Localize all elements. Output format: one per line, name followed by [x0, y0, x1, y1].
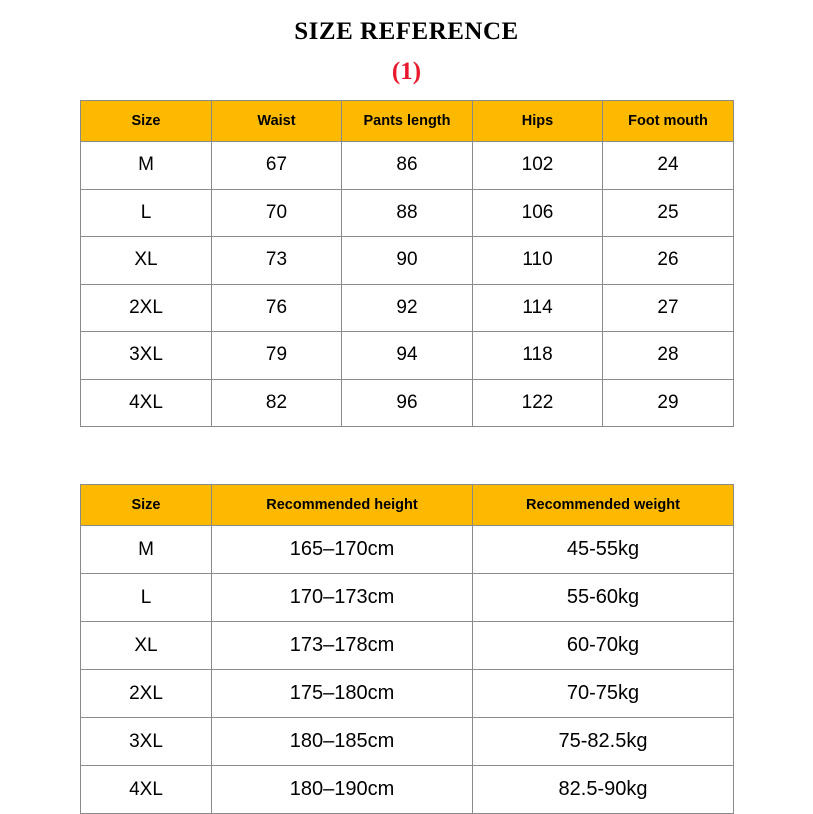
cell-size: XL [81, 622, 212, 670]
table-row [81, 284, 734, 332]
cell-hips: 102 [473, 142, 603, 190]
cell-pants-length: 96 [342, 379, 473, 427]
column-header-waist: Waist [212, 101, 342, 142]
height-weight-table [80, 484, 734, 814]
table-row [81, 379, 734, 427]
cell-waist: 73 [212, 237, 342, 285]
cell-foot-mouth: 25 [603, 189, 734, 237]
table-row [81, 237, 734, 285]
cell-recommended-height: 170–173cm [212, 574, 473, 622]
cell-recommended-weight: 75-82.5kg [473, 718, 734, 766]
cell-recommended-weight: 45-55kg [473, 526, 734, 574]
table-row [81, 332, 734, 380]
cell-pants-length: 90 [342, 237, 473, 285]
cell-size: 3XL [81, 332, 212, 380]
cell-size: 3XL [81, 718, 212, 766]
cell-recommended-weight: 82.5-90kg [473, 766, 734, 814]
cell-pants-length: 94 [342, 332, 473, 380]
column-header-size: Size [81, 485, 212, 526]
column-header-recommended-weight: Recommended weight [473, 485, 734, 526]
cell-recommended-weight: 70-75kg [473, 670, 734, 718]
cell-waist: 67 [212, 142, 342, 190]
cell-foot-mouth: 27 [603, 284, 734, 332]
cell-size: L [81, 189, 212, 237]
cell-recommended-height: 165–170cm [212, 526, 473, 574]
table-row [81, 142, 734, 190]
cell-recommended-height: 173–178cm [212, 622, 473, 670]
column-header-size: Size [81, 101, 212, 142]
table-header-row [81, 101, 734, 142]
cell-waist: 76 [212, 284, 342, 332]
column-header-pants-length: Pants length [342, 101, 473, 142]
cell-recommended-height: 180–190cm [212, 766, 473, 814]
cell-hips: 110 [473, 237, 603, 285]
table-row [81, 526, 734, 574]
cell-hips: 122 [473, 379, 603, 427]
cell-size: M [81, 142, 212, 190]
cell-size: XL [81, 237, 212, 285]
cell-foot-mouth: 24 [603, 142, 734, 190]
page-title: SIZE REFERENCE [294, 18, 519, 45]
cell-recommended-height: 175–180cm [212, 670, 473, 718]
cell-foot-mouth: 29 [603, 379, 734, 427]
page-subtitle: (1) [391, 58, 422, 85]
cell-size: 2XL [81, 670, 212, 718]
table-row [81, 622, 734, 670]
cell-pants-length: 92 [342, 284, 473, 332]
cell-size: 4XL [81, 766, 212, 814]
cell-hips: 106 [473, 189, 603, 237]
column-header-hips: Hips [473, 101, 603, 142]
cell-foot-mouth: 26 [603, 237, 734, 285]
cell-size: 2XL [81, 284, 212, 332]
table-row [81, 670, 734, 718]
cell-size: L [81, 574, 212, 622]
table-row [81, 189, 734, 237]
column-header-foot-mouth: Foot mouth [603, 101, 734, 142]
cell-hips: 114 [473, 284, 603, 332]
cell-pants-length: 88 [342, 189, 473, 237]
measurements-table [80, 100, 734, 427]
cell-recommended-weight: 60-70kg [473, 622, 734, 670]
table-row [81, 718, 734, 766]
cell-size: 4XL [81, 379, 212, 427]
cell-recommended-weight: 55-60kg [473, 574, 734, 622]
cell-waist: 70 [212, 189, 342, 237]
table-row [81, 574, 734, 622]
cell-size: M [81, 526, 212, 574]
cell-pants-length: 86 [342, 142, 473, 190]
table-header-row [81, 485, 734, 526]
cell-waist: 79 [212, 332, 342, 380]
cell-foot-mouth: 28 [603, 332, 734, 380]
cell-recommended-height: 180–185cm [212, 718, 473, 766]
cell-hips: 118 [473, 332, 603, 380]
table-row [81, 766, 734, 814]
cell-waist: 82 [212, 379, 342, 427]
column-header-recommended-height: Recommended height [212, 485, 473, 526]
